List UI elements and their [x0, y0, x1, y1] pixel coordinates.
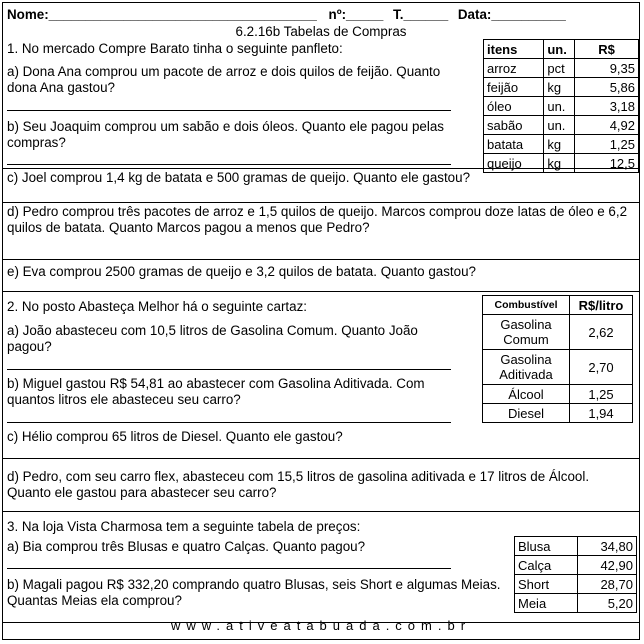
item-name: queijo [484, 154, 544, 173]
fuel-price: 1,94 [570, 404, 633, 423]
item-price: 9,35 [575, 59, 639, 78]
item-name: arroz [484, 59, 544, 78]
fuel-name: Gasolina Comum [483, 315, 570, 350]
table-row [515, 537, 637, 556]
number-label: nº: [328, 7, 347, 22]
divider [3, 291, 639, 292]
product-price: 34,80 [578, 537, 637, 556]
table-row [483, 404, 633, 423]
item-unit: pct [544, 59, 575, 78]
table-header: R$ [575, 40, 639, 59]
section1-intro: 1. No mercado Compre Barato tinha o seguinte panfleto: [7, 41, 343, 56]
item-unit: un. [544, 97, 575, 116]
section2-intro: 2. No posto Abasteça Melhor há o seguinte cartaz: [7, 299, 307, 314]
question-1c: c) Joel comprou 1,4 kg de batata e 500 gramas de queijo. Quanto ele gastou? [7, 170, 471, 185]
table-row [483, 385, 633, 404]
item-unit: kg [544, 78, 575, 97]
product-name: Meia [515, 594, 578, 613]
divider [3, 511, 639, 512]
answer-line[interactable] [7, 369, 451, 370]
table-row [484, 97, 639, 116]
question-2a: a) João abasteceu com 10,5 litros de Gasolina Comum. Quanto João pagou? [7, 323, 418, 354]
table-row [484, 135, 639, 154]
product-price: 28,70 [578, 575, 637, 594]
fuel-price: 2,62 [570, 315, 633, 350]
divider [3, 458, 639, 459]
question-2c: c) Hélio comprou 65 litros de Diesel. Quanto ele gastou? [7, 429, 343, 444]
fuel-price-table [482, 295, 633, 423]
fuel-price: 2,70 [570, 350, 633, 385]
table-row [484, 78, 639, 97]
date-blank[interactable]: __________ [491, 7, 566, 22]
page-title: 6.2.16b Tabelas de Compras [235, 24, 407, 39]
fuel-name: Gasolina Aditivada [483, 350, 570, 385]
item-price: 3,18 [575, 97, 639, 116]
name-label: Nome: [7, 7, 49, 22]
fuel-name: Álcool [483, 385, 570, 404]
table-header: R$/litro [570, 296, 633, 315]
table-header: Combustível [483, 296, 570, 315]
item-price: 4,92 [575, 116, 639, 135]
item-unit: un. [544, 116, 575, 135]
worksheet-frame [2, 2, 640, 640]
answer-line[interactable] [7, 110, 451, 111]
question-2b: b) Miguel gastou R$ 54,81 ao abastecer com Gasolina Aditivada. Com quantos litros ele abasteceu seu carro? [7, 376, 425, 407]
item-unit: kg [544, 135, 575, 154]
table-header: itens [484, 40, 544, 59]
question-1e: e) Eva comprou 2500 gramas de queijo e 3,2 quilos de batata. Quanto gastou? [7, 264, 476, 279]
item-name: batata [484, 135, 544, 154]
question-3b: b) Magali pagou R$ 332,20 comprando quatro Blusas, seis Short e algumas Meias. Quantas Meias ela comprou? [7, 577, 501, 608]
date-label: Data: [457, 7, 492, 22]
item-price: 1,25 [575, 135, 639, 154]
section3-intro: 3. Na loja Vista Charmosa tem a seguinte tabela de preços: [7, 519, 361, 534]
question-1b: b) Seu Joaquim comprou um sabão e dois óleos. Quanto ele pagou pelas compras? [7, 119, 444, 150]
product-name: Calça [515, 556, 578, 575]
divider [3, 259, 639, 260]
answer-line[interactable] [7, 568, 451, 569]
table-row [515, 575, 637, 594]
question-2d: d) Pedro, com seu carro flex, abasteceu com 15,5 litros de gasolina aditivada e 17 litros de Álcool. Quanto ele gastou para abastecer seu carro? [7, 469, 590, 500]
product-name: Short [515, 575, 578, 594]
question-1a: a) Dona Ana comprou um pacote de arroz e dois quilos de feijão. Quanto dona Ana gastou? [7, 64, 441, 95]
table-row [515, 594, 637, 613]
item-price: 5,86 [575, 78, 639, 97]
header-line [7, 7, 566, 23]
number-blank[interactable]: _____ [346, 7, 384, 22]
name-blank[interactable]: ____________________________________ [48, 7, 317, 22]
answer-line[interactable] [7, 164, 451, 165]
divider [3, 168, 639, 169]
table-row [484, 154, 639, 173]
class-label: T. [393, 7, 404, 22]
table-row [484, 116, 639, 135]
product-name: Blusa [515, 537, 578, 556]
item-price: 12,5 [575, 154, 639, 173]
footer-website[interactable]: www.ativeatabuada.com.br [170, 618, 472, 633]
item-name: feijão [484, 78, 544, 97]
item-unit: kg [544, 154, 575, 173]
fuel-price: 1,25 [570, 385, 633, 404]
divider [3, 202, 639, 203]
store-price-table [514, 536, 637, 613]
item-name: óleo [484, 97, 544, 116]
table-header: un. [544, 40, 575, 59]
class-blank[interactable]: ______ [403, 7, 449, 22]
table-row [484, 59, 639, 78]
table-row [515, 556, 637, 575]
table-row [483, 315, 633, 350]
market-price-table [483, 39, 639, 173]
item-name: sabão [484, 116, 544, 135]
answer-line[interactable] [7, 422, 451, 423]
table-row [483, 350, 633, 385]
product-price: 5,20 [578, 594, 637, 613]
fuel-name: Diesel [483, 404, 570, 423]
question-3a: a) Bia comprou três Blusas e quatro Calças. Quanto pagou? [7, 539, 366, 554]
question-1d: d) Pedro comprou três pacotes de arroz e 1,5 quilos de queijo. Marcos comprou doze latas de óleo e 6,2 quilos de batata. Quanto Marcos pagou a menos que Pedro? [7, 204, 628, 235]
product-price: 42,90 [578, 556, 637, 575]
